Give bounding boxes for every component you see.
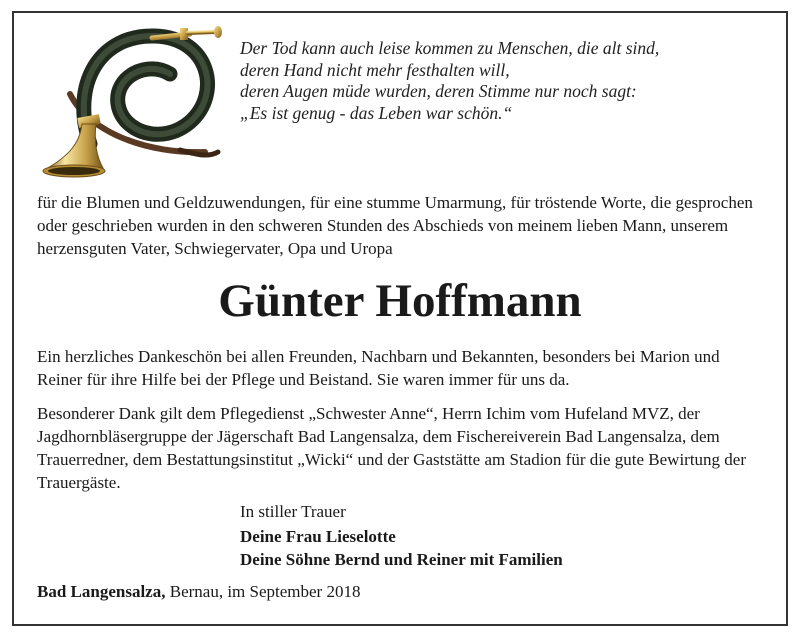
poem-line: Der Tod kann auch leise kommen zu Menschen, die alt sind, xyxy=(240,38,660,58)
signature-line-wife: Deine Frau Lieselotte xyxy=(240,527,396,546)
special-thanks-paragraph: Besonderer Dank gilt dem Pflegedienst „Schwester Anne“, Herrn Ichim vom Hufeland MVZ, der Jagdhornbläsergruppe der Jägerschaft Bad Langensalza, dem Fischereiverein Bad Langensalza, dem Trauerredner, dem Bestattungsinstitut „Wicki“ und der Gaststätte am Stadion für die gute Bewirtung der Trauergäste. xyxy=(37,404,747,492)
deceased-name: Günter Hoffmann xyxy=(218,275,582,327)
place-date xyxy=(37,580,360,603)
hunting-horn-icon xyxy=(30,24,230,184)
intro-paragraph: für die Blumen und Geldzuwendungen, für eine stumme Umarmung, für tröstende Worte, die gesprochen oder geschrieben wurden in den schweren Stunden des Abschieds von meinem lieben Mann, unserem herzensguten Vater, Schwiegervater, Opa und Uropa xyxy=(37,193,753,258)
thanks-paragraph: Ein herzliches Dankeschön bei allen Freunden, Nachbarn und Bekannten, besonders bei Marion und Reiner für ihre Hilfe bei der Pflege und Beistand. Sie waren immer für uns da. xyxy=(37,347,720,389)
poem-line: „Es ist genug - das Leben war schön.“ xyxy=(240,102,513,123)
poem-line: deren Augen müde wurden, deren Stimme nur noch sagt: xyxy=(240,81,637,101)
signature-line-sons: Deine Söhne Bernd und Reiner mit Familien xyxy=(240,550,563,569)
poem xyxy=(240,38,760,124)
place-date-rest: Bernau, im September 2018 xyxy=(165,582,361,601)
place-name: Bad Langensalza, xyxy=(37,582,166,601)
poem-line: deren Hand nicht mehr festhalten will, xyxy=(240,59,510,80)
signature-intro: In stiller Trauer xyxy=(240,502,346,521)
